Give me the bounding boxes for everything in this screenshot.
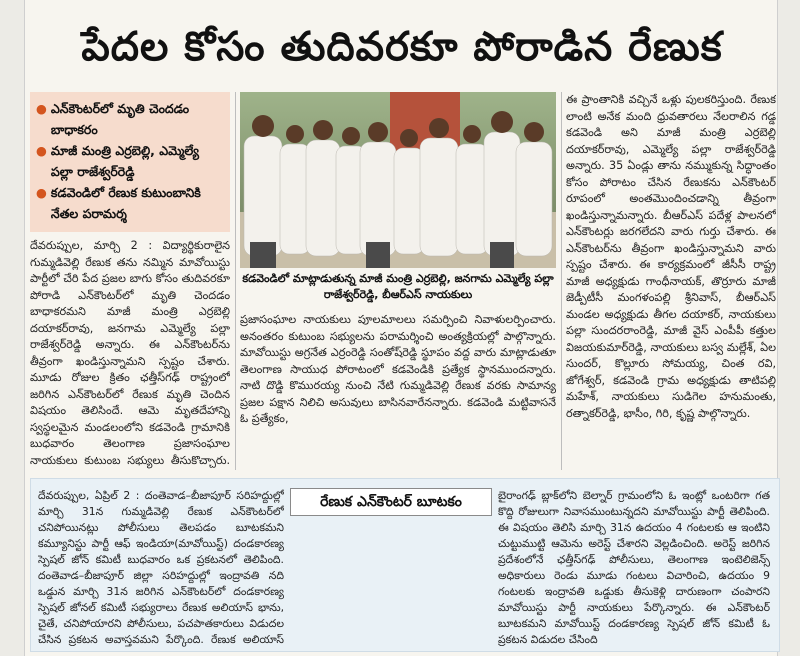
highlight-item: ● కడవెండిలో రేణుక కుటుంబానికి నేతల పరామర్శ [36,182,224,224]
related-story-right-text: బైరాంగఢ్ బ్లాక్‌లోని బెల్నార్ గ్రామంలోని ఓ ఇంట్లో ఒంటరిగా గత కొద్ది రోజులుగా నివాసముంటున్నదని మావోయిస్టు పార్టీ తెలిపింది. ఈ విషయం తెలిసి మార్చి 31న ఉదయం 4 గంటలకు ఆ ఇంటిని చుట్టుముట్టి ఆమెను అరెస్ట్ చేశారని వెల్లడించింది. అరెస్ట్ జరిగిన ప్రదేశంలోనే ఛత్తీస్‌గఢ్ పోలీసులు, తెలంగాణ ఇంటెలిజెన్స్ అధికారులు రెండు మూడు గంటలు విచారించి, ఉదయం 9 గంటలకు ఇంద్రావతి ఒడ్డుకు తీసుకెళ్లి దారుణంగా చంపారని మావోయిస్టు పార్టీ నాయకులు పేర్కొన్నారు. ఈ ఎన్‌కౌంటర్ బూటకమని మావోయిస్ట్ దండకారణ్య స్పెషల్ జోన్ కమిటీ ఓ ప్రకటన విడుదల చేసింది [498,489,770,646]
bullet-icon: ● [36,143,47,158]
column-divider [235,92,236,470]
bullet-icon: ● [36,185,47,200]
article-headline: పేదల కోసం తుదివరకూ పోరాడిన రేణుక [81,24,723,70]
bullet-icon: ● [36,101,47,116]
highlights-box [30,92,230,232]
column-divider [561,92,562,470]
right-column-text: ఈ ప్రాంతానికి వచ్చినే ఒళ్లు పులకరిస్తుంది. రేణుక లాంటి అనేక మంది ధ్రువతారలు నేలరాలిన గడ్డ కడవెండి అని మాజీ మంత్రి ఎర్రబెల్లి దయాకర్‌రావు, ఎమ్మెల్యే పల్లా రాజేశ్వర్‌రెడ్డి అన్నారు. 35 ఏండ్లు తాను నమ్ముకున్న సిద్ధాంతం కోసం పోరాటం చేసిన రేణుకను ఎన్‌కౌంటర్ రూపంలో అంతమొందించడాన్ని తీవ్రంగా ఖండిస్తున్నామన్నారు. బీఆర్‌ఎస్ పదేళ్ల పాలనలో ఎన్‌కౌంటర్లు జరగలేదని వారు గుర్తు చేశారు. ఈ ఎన్‌కౌంటర్‌ను తీవ్రంగా ఖండిస్తున్నామని వారు స్పష్టం చేశారు. ఈ కార్యక్రమంలో జీసీసీ రాష్ట్ర మాజీ అధ్యక్షుడు గాంధీనాయక్, తొర్రూరు మాజీ జెడ్పీటీసీ మంగళంపల్లి శ్రీనివాస్, బీఆర్‌ఎస్ మండల అధ్యక్షుడు తీగల దయాకర్, నాయకులు పల్లా సుందరరాంరెడ్డి, మాజీ వైస్ ఎంపీపీ కత్తుల విజయకుమార్‌రెడ్డి, నాయకులు బస్వ మల్లేశ్, ఏల సుందర్, కొల్లూరు సోమయ్య, చింత రవి, జోగేశ్వర్, కడవెండి గ్రామ అధ్యక్షుడు తాటిపల్లి మహేశ్, నాయకులు సుడిగెల హనుమంతు, రత్నాకర్‌రెడ్డి, భాసీం, గిరి, కృష్ణ పాల్గొన్నారు. [566,93,776,420]
related-story-headline: రేణుక ఎన్‌కౌంటర్ బూటకం [290,488,492,516]
news-photo-group-of-leaders [240,92,556,268]
highlight-item: ● మాజీ మంత్రి ఎర్రబెల్లి, ఎమ్మెల్యే పల్లా రాజేశ్వర్‌రెడ్డి [36,140,224,182]
adjacent-page-left-edge [0,0,25,656]
adjacent-page-right-edge [777,0,800,656]
photo-illustration [240,92,556,268]
left-column-text: దేవరుప్పుల, మార్చి 2 : విద్యార్థికురాలైన గుమ్మడివెల్లి రేణుక తను నమ్మిన మావోయిస్టు పార్టీలో చేరి పేద ప్రజల బాగు కోసం తుదివరకూ పోరాడి ఎన్‌కౌంటర్‌లో మృతి చెందడం బాధాకరమని మాజీ మంత్రి ఎర్రబెల్లి దయాకర్‌రావు, జనగామ ఎమ్మెల్యే పల్లా రాజేశ్వర్‌రెడ్డి అన్నారు. ఈ ఎన్‌కౌంటర్‌ను తీవ్రంగా ఖండిస్తున్నామని స్పష్టం చేశారు. మూడు రోజుల క్రితం ఛత్తీస్‌గఢ్ రాష్ట్రంలో జరిగిన ఎన్‌కౌంటర్‌లో రేణుక మృతి చెందిన విషయం తెలిసిందే. ఆమె మృతదేహాన్ని స్వస్థలమైన మండలంలోని కడవెండి గ్రామానికి బుధవారం తెలంగాణ ప్రజాసంఘాల నాయకులు కుటుంబ సభ్యులు తీసుకొచ్చారు. [30,239,230,467]
highlight-item: ● ఎన్‌కౌంటర్‌లో మృతి చెందడం బాధాకరం [36,98,224,140]
middle-column-text: ప్రజాసంఘాల నాయకులు పూలమాలలు సమర్పించి నివాళులర్పించారు. అనంతరం కుటుంబ సభ్యులను పరామర్శించి అంత్యక్రియల్లో పాల్గొన్నారు. మావోయిస్టు అగ్రనేత ఎర్రంరెడ్డి సంతోష్‌రెడ్డి స్థూపం వద్ద వారు మాట్లాడుతూ తెలంగాణ సాయుధ పోరాటంలో కడవెండికి ప్రత్యేక స్థానముందన్నారు. నాటి దొడ్డి కొమురయ్య నుంచి నేటి గుమ్మడివెల్లి రేణుక వరకు సామాన్య ప్రజల పక్షాన నిలిచి అసువులు బాసినవారేనన్నారు. కడవెండి మట్టివాసనే ఓ ప్రత్యేకం, [240,313,556,425]
related-story-left-text: దేవరుప్పుల, ఏప్రిల్ 2 : దంతెవాడ–బీజాపూర్ సరిహద్దుల్లో మార్చి 31న గుమ్మడివెల్లి రేణుక ఎన్‌కౌంటర్‌లో చనిపోయినట్లు పోలీసులు తెలపడం బూటకమని కమ్యూనిస్టు పార్టీ ఆఫ్ ఇండియా(మావోయిస్ట్) దండకారణ్య స్పెషల్ జోన్ కమిటీ బుధవారం ఒక ప్రకటనలో తెలిపింది. దంతెవాడ–బీజాపూర్ జిల్లా సరిహద్దుల్లో ఇంద్రావతి నది ఒడ్డున మార్చి 31న జరిగిన ఎన్‌కౌంటర్‌లో దండకారణ్య స్పెషల్ జోనల్ కమిటీ సభ్యురాలు రేణుక అలియాస్ భాను, చైతే, చనిపోయారని పోలీసులు, పచపాతకారులు విడుదల చేసిన ప్రకటన అవాస్తవమని పేర్కొంది. రేణుక అలియాస్ [38,489,284,646]
photo-caption: కడవెండిలో మాట్లాడుతున్న మాజీ మంత్రి ఎర్రబెల్లి, జనగామ ఎమ్మెల్యే పల్లా రాజేశ్వర్‌రెడ్డి, బీఆర్‌ఎస్ నాయకులు [242,272,554,301]
related-story-middle-text [290,520,490,648]
